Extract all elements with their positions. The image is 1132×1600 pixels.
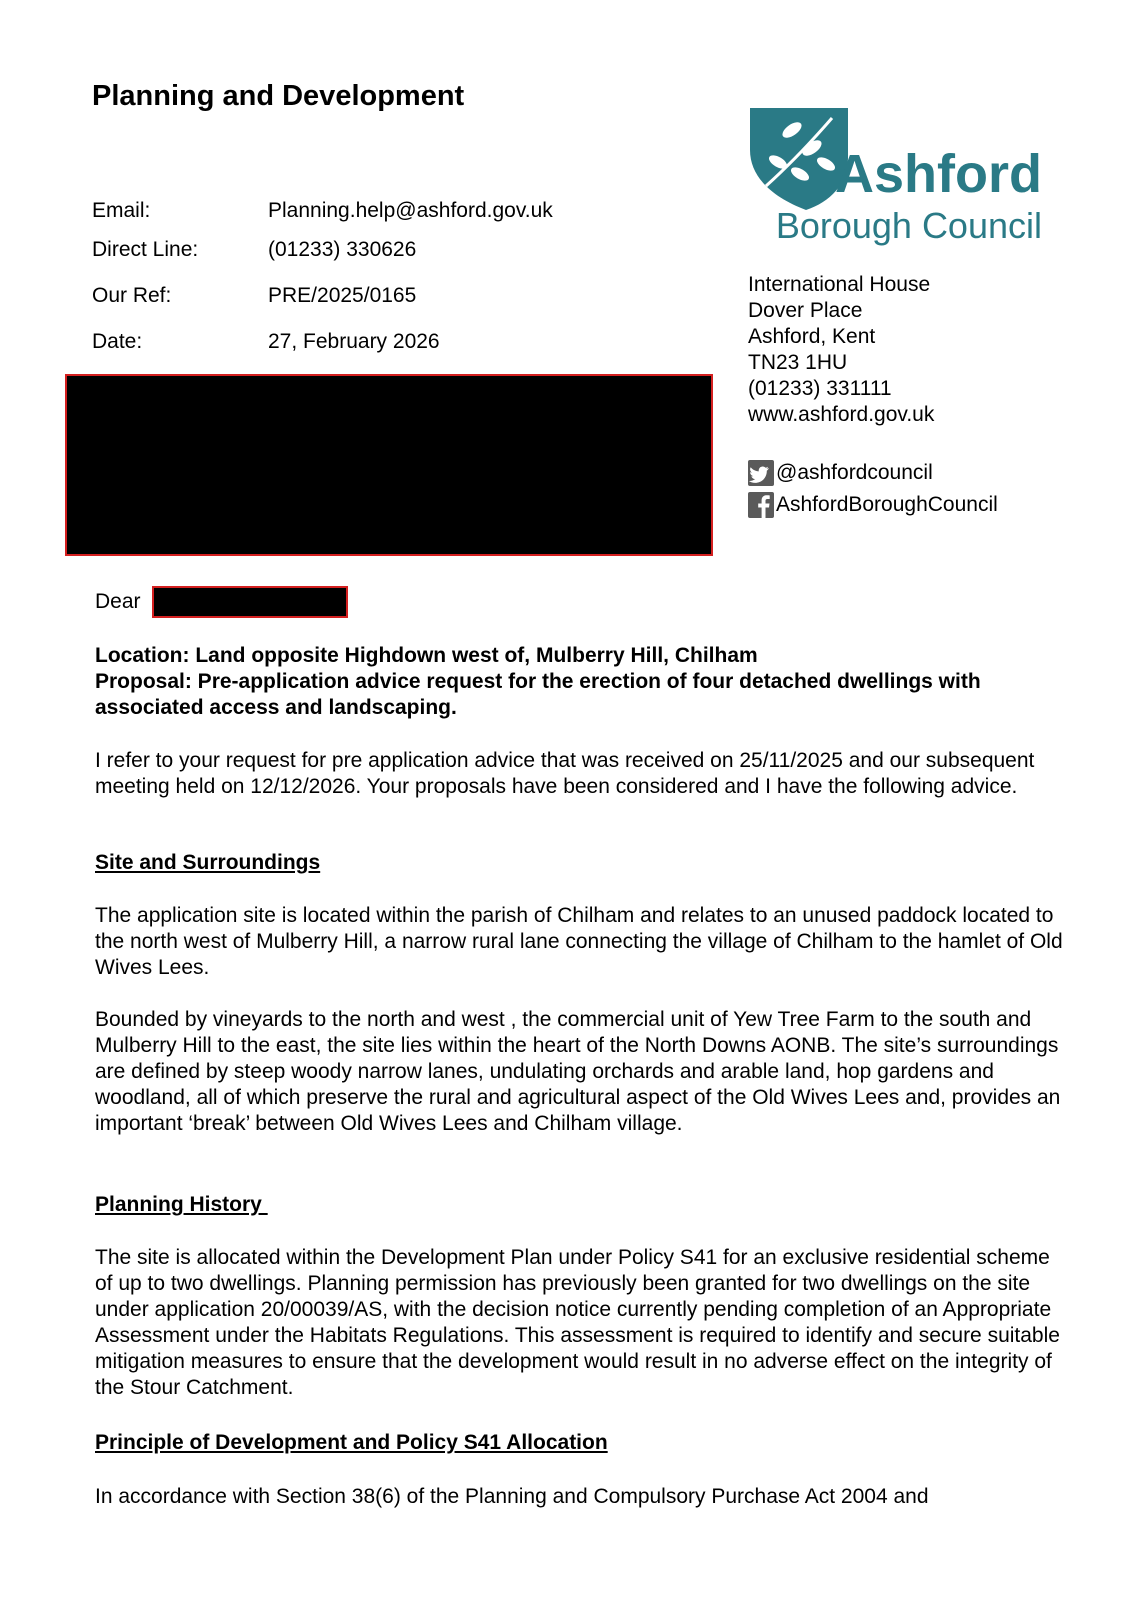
site-paragraph-2: Bounded by vineyards to the north and west , the commercial unit of Yew Tree Farm to the south and Mulberry Hill to the east, the site lies within the heart of the North Downs AONB. The site’s surroundings are defined by steep woody narrow lanes, undulating orchards and arable land, hop gardens and woodland, all of which preserve the rural and agricultural aspect of the Old Wives Lees and, provides an important ‘break’ between Old Wives Lees and Chilham village. <box>95 1008 1061 1135</box>
contact-label: Email: <box>92 199 151 222</box>
social-twitter[interactable] <box>748 460 933 486</box>
council-address <box>748 272 934 428</box>
intro-paragraph: I refer to your request for pre application advice that was received on 25/11/2025 and our subsequent meeting held on 12/12/2026. Your proposals have been considered and I have the following advice. <box>95 749 1035 798</box>
location-line: Location: Land opposite Highdown west of, Mulberry Hill, Chilham <box>95 644 758 667</box>
proposal-line: Proposal: Pre-application advice request for the erection of four detached dwellings with associated access and landscaping. <box>95 670 981 719</box>
logo-line1: Ashford <box>835 144 1042 204</box>
site-heading: Site and Surroundings <box>95 851 321 874</box>
address-line: TN23 1HU <box>748 351 848 374</box>
redacted-recipient-name <box>152 586 348 618</box>
address-line: International House <box>748 273 931 296</box>
contact-phone-value: (01233) 330626 <box>268 238 417 261</box>
council-logo <box>748 106 1048 246</box>
principle-heading: Principle of Development and Policy S41 Allocation <box>95 1431 608 1454</box>
twitter-icon <box>748 460 774 486</box>
facebook-icon <box>748 492 774 518</box>
address-phone: (01233) 331111 <box>748 377 892 400</box>
address-line: Ashford, Kent <box>748 325 876 348</box>
department-title: Planning and Development <box>92 80 465 112</box>
social-facebook[interactable] <box>748 492 998 518</box>
redacted-recipient-address <box>65 374 713 556</box>
principle-paragraph: In accordance with Section 38(6) of the Planning and Compulsory Purchase Act 2004 and <box>95 1485 929 1508</box>
logo-line2: Borough Council <box>775 205 1042 246</box>
history-paragraph: The site is allocated within the Development Plan under Policy S41 for an exclusive residential scheme of up to two dwellings. Planning permission has previously been granted for two dwellings on the site under application 20/00039/AS, with the decision notice currently pending completion of an Appropriate Assessment under the Habitats Regulations. This assessment is required to identify and secure suitable mitigation measures to ensure that the development would result in no adverse effect on the integrity of the Stour Catchment. <box>95 1246 1060 1399</box>
twitter-handle: @ashfordcouncil <box>776 461 933 484</box>
address-website[interactable]: www.ashford.gov.uk <box>748 403 935 426</box>
contact-label: Our Ref: <box>92 284 172 307</box>
site-paragraph-1: The application site is located within the parish of Chilham and relates to an unused paddock located to the north west of Mulberry Hill, a narrow rural lane connecting the village of Chilham to the hamlet of Old Wives Lees. <box>95 904 1063 979</box>
subject-block <box>95 643 1070 721</box>
contact-label: Date: <box>92 330 143 353</box>
contact-email-value[interactable]: Planning.help@ashford.gov.uk <box>268 199 553 222</box>
contact-date-value: 27, February 2026 <box>268 330 440 353</box>
facebook-handle: AshfordBoroughCouncil <box>776 493 998 516</box>
address-line: Dover Place <box>748 299 863 322</box>
shield-leaf-icon <box>748 106 1048 246</box>
salutation: Dear <box>95 590 141 613</box>
contact-ref-value: PRE/2025/0165 <box>268 284 417 307</box>
contact-label: Direct Line: <box>92 238 199 261</box>
history-heading: Planning History <box>95 1193 268 1216</box>
